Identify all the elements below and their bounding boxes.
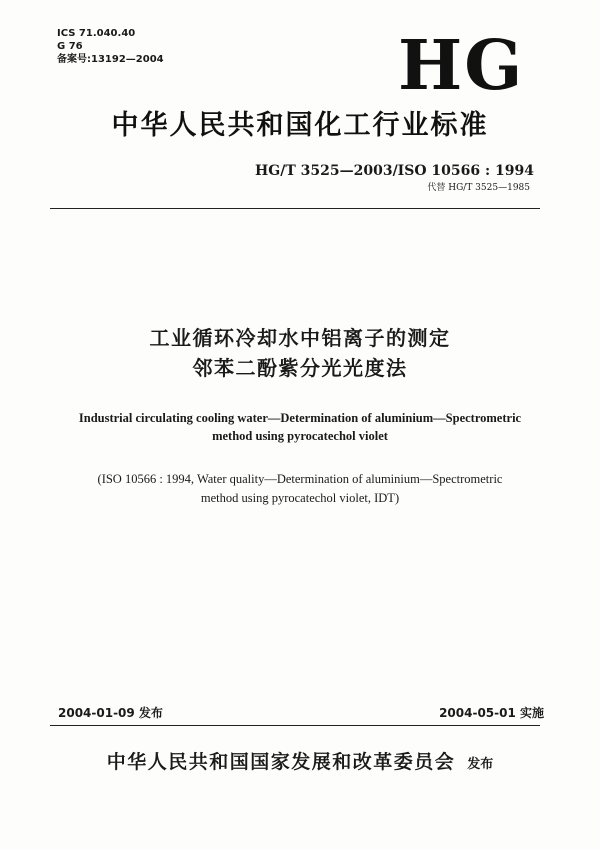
classification-block xyxy=(57,27,164,66)
effective-date: 2004-05-01 实施 xyxy=(439,706,544,720)
publisher-line xyxy=(0,747,600,774)
publish-label: 发布 xyxy=(467,757,494,772)
category-code: G 76 xyxy=(57,41,83,52)
replaces-note: 代替 HG/T 3525—1985 xyxy=(427,183,530,193)
ics-code: ICS 71.040.40 xyxy=(57,28,136,39)
iso-equivalence-line2: method using pyrocatechol violet, IDT) xyxy=(200,491,400,505)
filing-number: 备案号:13192—2004 xyxy=(57,54,164,65)
title-zh-line1: 工业循环冷却水中铝离子的测定 xyxy=(149,326,451,350)
title-zh-line2: 邻苯二酚紫分光光度法 xyxy=(192,356,408,380)
standard-series-title: 中华人民共和国化工行业标准 xyxy=(111,110,489,141)
iso-equivalence-line1: (ISO 10566 : 1994, Water quality—Determination of aluminium—Spectrometric xyxy=(97,472,503,486)
publisher-name: 中华人民共和国国家发展和改革委员会 xyxy=(106,751,456,773)
hg-logo: HG xyxy=(398,26,525,106)
title-en-line2: method using pyrocatechol violet xyxy=(212,429,388,443)
title-en-line1: Industrial circulating cooling water—Determination of aluminium—Spectrometric xyxy=(78,411,522,425)
issue-date: 2004-01-09 发布 xyxy=(58,706,163,720)
standard-number: HG/T 3525—2003/ISO 10566 : 1994 xyxy=(255,163,534,179)
top-divider xyxy=(50,208,540,209)
bottom-divider xyxy=(50,725,540,726)
